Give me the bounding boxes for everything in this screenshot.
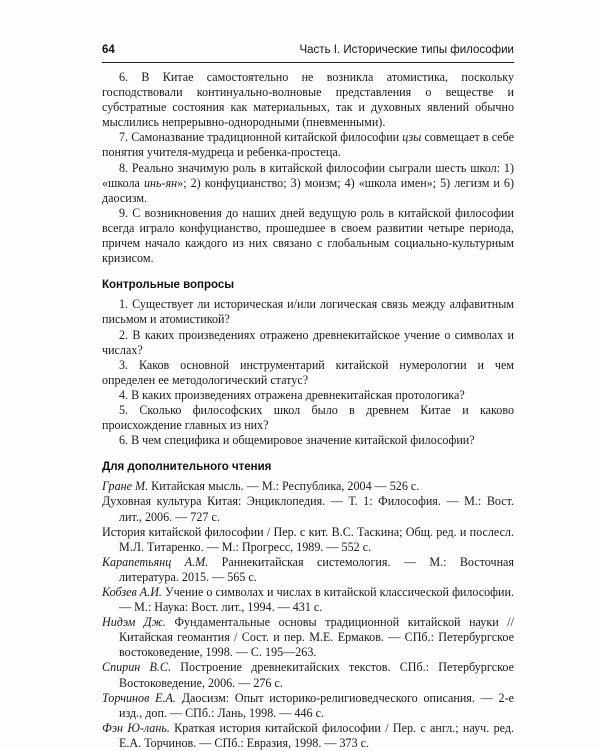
thesis-paragraph [102, 130, 514, 160]
reference-author: Спирин В.С. [102, 660, 171, 675]
thesis-term: инь-ян [143, 175, 178, 190]
reference-item [102, 585, 514, 615]
thesis-text: 7. Самоназвание традиционной китайской философии [119, 130, 403, 145]
reference-author: Фэн Ю-лань. [102, 720, 170, 735]
reference-text: Фундаментальные основы традиционной китайской науки // Китайская геомантия / Сост. и пер. М.Е. Ермаков. — СПб.: Петербургское востоковедение, 1998. — С. 195—263. [119, 615, 514, 660]
reference-item [102, 494, 514, 524]
running-title: Часть I. Исторические типы философии [299, 44, 514, 56]
thesis-paragraph: 6. В Китае самостоятельно не возникла атомистика, поскольку господствовали континуально-волновые представления о веществе и субстратные состояния как материальных, так и духовных явлений обычно мыслились непрерывно-однородными (пневменными). [102, 70, 514, 130]
question-item: 3. Каков основной инструментарий китайской нумерологии и чем определен ее методологический статус? [102, 357, 514, 387]
reference-item [102, 479, 514, 494]
question-item: 5. Сколько философских школ было в древнем Китае и каково происхождение главных из них? [102, 402, 514, 433]
reference-text: Учение о символах и числах в китайской классической философии. — М.: Наука: Вост. лит., 1994. — 431 с. [119, 585, 514, 615]
reference-item [102, 555, 514, 585]
reference-item [102, 615, 514, 660]
page-header [102, 42, 514, 63]
reference-author: Торчинов Е.А. [102, 690, 176, 705]
reference-item [102, 660, 514, 690]
page-number: 64 [102, 44, 115, 56]
question-item: 2. В каких произведениях отражено древнекитайское учение о символах и числах? [102, 327, 514, 357]
reference-author: Нидэм Дж. [102, 615, 166, 630]
reference-text: Китайская мысль. — М.: Республика, 2004 — 526 с. [148, 479, 420, 494]
questions-heading: Контрольные вопросы [102, 279, 235, 292]
reference-author: Гране М. [102, 479, 149, 494]
reference-item [102, 525, 514, 555]
question-item: 6. В чем специфика и общемировое значение китайской философии? [119, 433, 475, 448]
thesis-paragraph [102, 161, 514, 206]
reference-item [102, 721, 514, 751]
thesis-text: »; 2) конфуцианство; 3) моизм; 4) «школа имен»; 5) легизм и 6) даосизм. [102, 175, 514, 205]
page-content [102, 70, 514, 751]
thesis-paragraph: 9. С возникновения до наших дней ведущую роль в китайской философии всегда играло конфуцианство, прошедшее в своем развитии четыре периода, причем начало каждого из них связано с глобальным социально-культурным кризисом. [102, 205, 514, 266]
thesis-text: совмещает в себе понятия учителя-мудреца и ребенка-простеца. [102, 130, 514, 160]
thesis-text: 8. Реально значимую роль в китайской философии сыграли шесть школ: 1) «школа [102, 160, 514, 190]
reference-text: Краткая история китайской философии / Пер. с англ.; науч. ред. Е.А. Торчинов. — СПб.: Евразия, 1998. — 373 с. [119, 720, 515, 750]
reference-text: Даосизм: Опыт историко-религиоведческого описания. — 2-е изд., доп. — СПб.: Лань, 1998. — 446 с. [119, 690, 514, 720]
question-item: 1. Существует ли историческая и/или логическая связь между алфавитным письмом и атомистикой? [102, 297, 514, 327]
reference-item [102, 691, 514, 721]
reference-text: Построение древнекитайских текстов. СПб.: Петербургское Востоковедение, 2006. — 276 с. [119, 660, 514, 690]
question-item: 4. В каких произведениях отражена древнекитайская протологика? [119, 387, 465, 402]
thesis-term: цзы [402, 130, 422, 145]
reference-text: Духовная культура Китая: Энциклопедия. — Т. 1: Философия. — М.: Вост. лит., 2006. — 727 с. [102, 494, 514, 524]
reference-text: Раннекитайская системология. — М.: Восточная литература. 2015. — 565 с. [119, 554, 514, 584]
reading-heading: Для дополнительного чтения [102, 461, 272, 474]
reference-author: Кобзев А.И. [102, 585, 162, 599]
reference-author: Карапетьянц А.М. [102, 554, 209, 569]
reference-text: История китайской философии / Пер. с кит. В.С. Таскина; Общ. ред. и послесл. М.Л. Титаренко. — М.: Прогресс, 1989. — 552 с. [102, 524, 514, 554]
